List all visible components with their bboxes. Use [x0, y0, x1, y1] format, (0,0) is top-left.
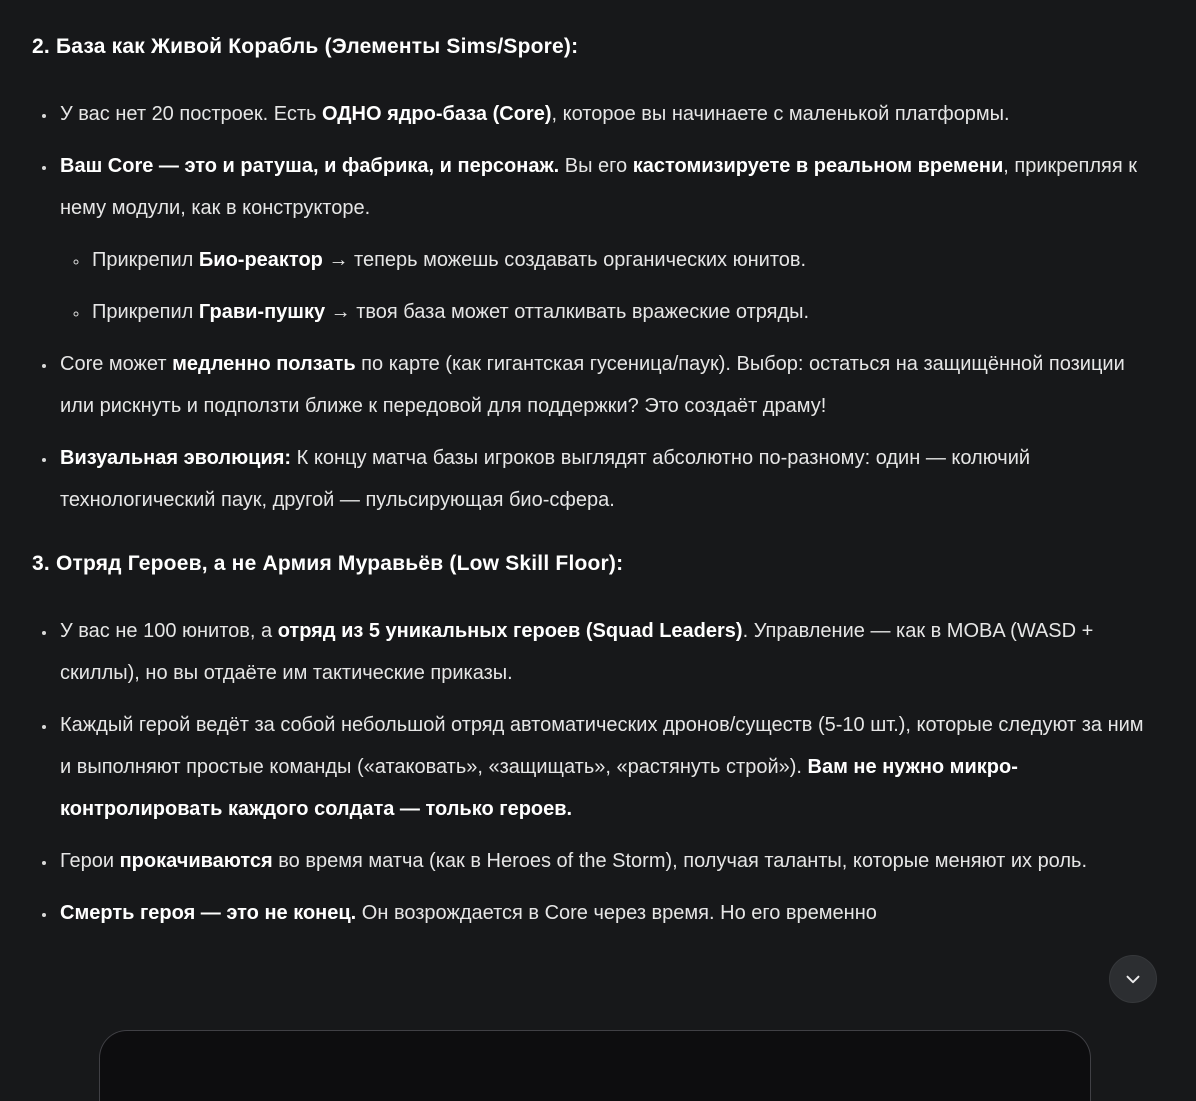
composer-input-box[interactable] [99, 1030, 1091, 1101]
sub-bullet-list [60, 239, 1152, 333]
text-segment: кастомизируете в реальном времени [632, 155, 1004, 177]
text-segment: Прикрепил [92, 301, 199, 323]
list-item [57, 437, 1152, 521]
text-segment: Ваш Core — это и ратуша, и фабрика, и персонаж. [60, 155, 560, 177]
text-segment: У вас не 100 юнитов, а [60, 620, 278, 642]
text-segment: во время матча (как в Heroes of the Storm), получая таланты, которые меняют их роль. [272, 850, 1088, 872]
list-item [57, 343, 1152, 427]
list-item [57, 704, 1152, 830]
bullet-list-section2 [32, 93, 1152, 521]
sub-list-item [89, 291, 1152, 333]
text-segment: Вы его [559, 155, 633, 177]
text-segment: Вам не нужно микро-контролировать каждого солдата — только героев. [60, 756, 1018, 820]
list-item [57, 892, 1152, 934]
text-segment: Визуальная эволюция: [60, 447, 292, 469]
text-segment: , прикрепляя к нему модули, как в конструкторе. [60, 155, 1137, 219]
text-segment: , которое вы начинаете с маленькой платформы. [551, 103, 1010, 125]
text-segment: Он возрождается в Core через время. Но его временно [356, 902, 877, 924]
scroll-to-bottom-button[interactable] [1109, 955, 1157, 1003]
text-segment: прокачиваются [119, 850, 273, 872]
list-item [57, 610, 1152, 694]
text-segment: У вас нет 20 построек. Есть [60, 103, 322, 125]
section-heading-2: 2. База как Живой Корабль (Элементы Sims/Spore): [32, 35, 579, 58]
text-segment: отряд из 5 уникальных героев (Squad Leaders) [277, 620, 743, 642]
list-item [57, 840, 1152, 882]
text-segment: ОДНО ядро-база (Core) [321, 103, 552, 125]
text-segment: Герои [60, 850, 120, 872]
text-segment: Прикрепил [92, 249, 199, 271]
text-segment: К концу матча базы игроков выглядят абсолютно по-разному: один — колючий технологический паук, другой — пульсирующая био-сфера. [60, 447, 1031, 511]
bullet-list-section3 [32, 610, 1152, 934]
text-segment: Смерть героя — это не конец. [60, 902, 357, 924]
text-segment: медленно ползать [172, 353, 356, 375]
text-segment: по карте (как гигантская гусеница/паук). Выбор: остаться на защищённой позиции или рискнуть и подползти ближе к передовой для поддержки? Это создаёт драму! [60, 353, 1125, 417]
text-segment: Грави-пушку [198, 301, 326, 323]
text-segment: → твоя база может отталкивать вражеские отряды. [325, 301, 810, 323]
text-segment: → теперь можешь создавать органических юнитов. [322, 249, 807, 271]
text-segment: Био-реактор [198, 249, 323, 271]
chevron-down-icon [1122, 968, 1144, 990]
text-segment: . Управление — как в MOBA (WASD + скиллы), но вы отдаёте им тактические приказы. [60, 620, 1094, 684]
sub-list-item [89, 239, 1152, 281]
text-segment: Core может [60, 353, 173, 375]
list-item [57, 145, 1152, 333]
text-segment: Каждый герой ведёт за собой небольшой отряд автоматических дронов/существ (5-10 шт.), которые следуют за ним и выполняют простые команды («атаковать», «защищать», «растянуть строй»). [60, 714, 1144, 778]
list-item [57, 93, 1152, 135]
section-heading-3: 3. Отряд Героев, а не Армия Муравьёв (Low Skill Floor): [32, 552, 624, 575]
